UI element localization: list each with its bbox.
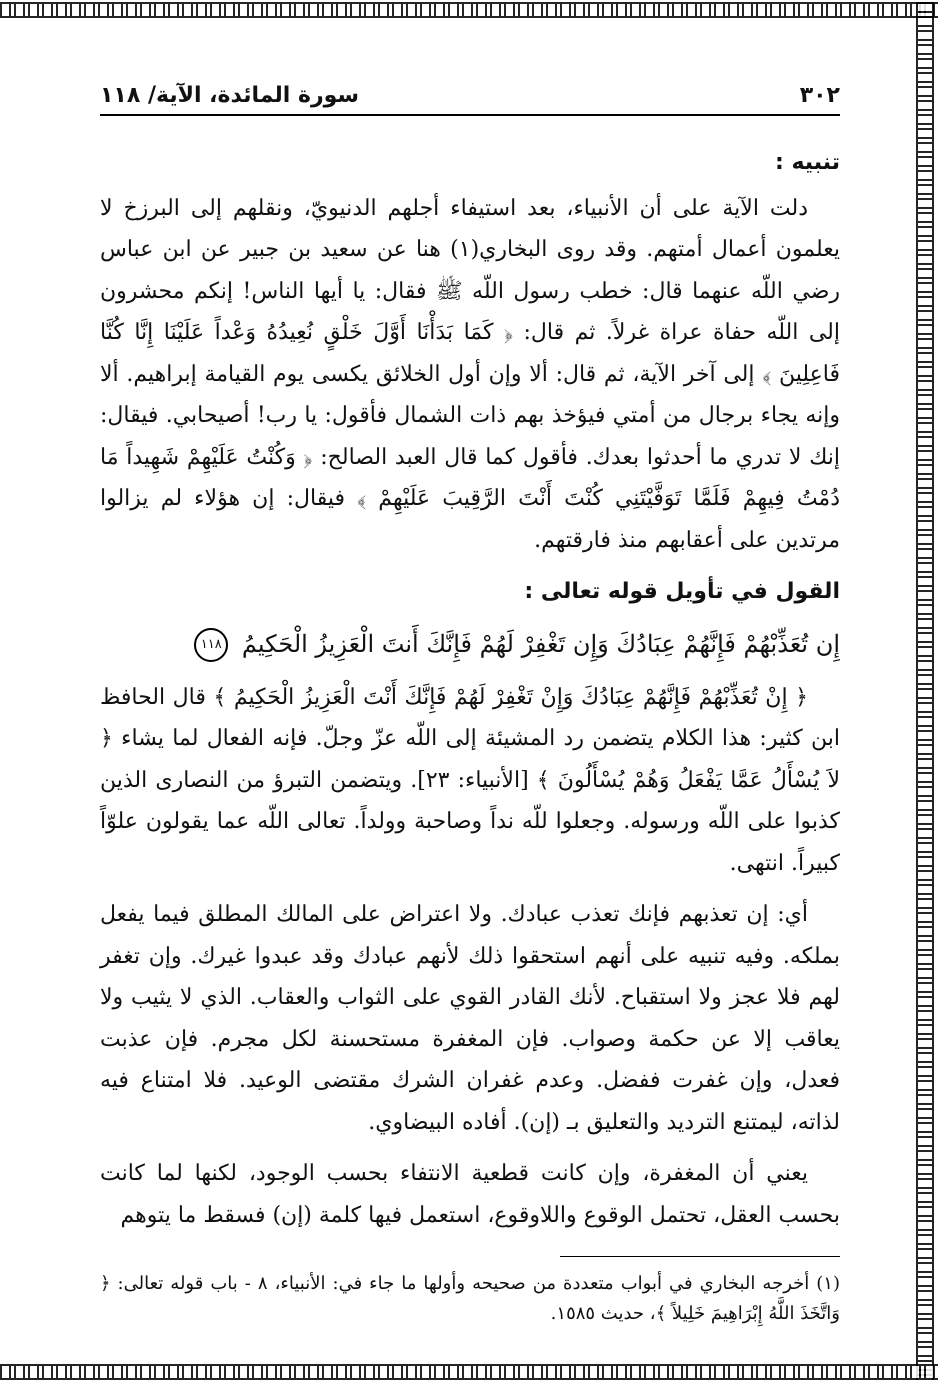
ayah-number-marker: ١١٨ bbox=[194, 628, 228, 662]
running-title: سورة المائدة، الآية/ ١١٨ bbox=[100, 83, 360, 108]
footnote-divider bbox=[560, 1256, 840, 1257]
decorative-border-right bbox=[916, 2, 934, 1380]
page bbox=[100, 60, 840, 1329]
decorative-border-top bbox=[0, 2, 938, 18]
page-content bbox=[100, 142, 840, 1329]
page-number: ٣٠٢ bbox=[799, 83, 840, 108]
baydawi-paragraph: أي: إن تعذبهم فإنك تعذب عبادك. ولا اعتراض على المالك المطلق فيما يفعل بملكه. وفيه تنبيه على أنهم استحقوا ذلك لأنهم عبادك وقد عبدوا غيرك. وإن تغفر لهم فلا عجز ولا استقباح. لأنك القادر القوي على الثواب والعقاب. الذي لا يثيب ولا يعاقب إلا عن حكمة وصواب. فإن المغفرة مستحسنة لكل مجرم. فإن عذبت فعدل، وإن غفرت ففضل. وعدم غفران الشرك مقتضى الوعيد. فلا امتناع فيه لذاته، ليمتنع الترديد والتعليق بـ (إن). أفاده البيضاوي. bbox=[100, 902, 840, 1135]
decorative-border-bottom bbox=[0, 1364, 938, 1380]
tafsir-heading: القول في تأويل قوله تعالى : bbox=[524, 579, 840, 604]
footnote: (١) أخرجه البخاري في أبواب متعددة من صحيحه وأولها ما جاء في: الأنبياء، ٨ - باب قوله تعالى: ﴿ وَاتَّخَذَ اللَّهُ إِبْرَاهِيمَ خَلِيلاً ﴾، حديث ١٥٨٥. bbox=[100, 1273, 840, 1324]
verse-text: إِن تُعَذِّبْهُمْ فَإِنَّهُمْ عِبَادُكَ وَإِن تَغْفِرْ لَهُمْ فَإِنَّكَ أَنتَ الْعَزِيزُ الْحَكِيمُ bbox=[241, 629, 840, 658]
tanbih-paragraph: دلت الآية على أن الأنبياء، بعد استيفاء أجلهم الدنيويّ، ونقلهم إلى البرزخ لا يعلمون أعمال أمتهم. وقد روى البخاري(١) هنا عن سعيد بن جبير عن ابن عباس رضي اللّه عنهما قال: خطب رسول اللّه ﷺ فقال: يا أيها الناس! إنكم محشرون إلى اللّه حفاة عراة غرلاً. ثم قال: ﴿ كَمَا بَدَأْنَا أَوَّلَ خَلْقٍ نُعِيدُهُ وَعْداً عَلَيْنَا إِنَّا كُنَّا فَاعِلِينَ ﴾ إلى آخر الآية، ثم قال: ألا وإن أول الخلائق يكسى يوم القيامة إبراهيم. ألا وإنه يجاء برجال من أمتي فيؤخذ بهم ذات الشمال فأقول: يا رب! أصيحابي. فيقال: إنك لا تدري ما أحدثوا بعدك. فأقول كما قال العبد الصالح: ﴿ وَكُنْتُ عَلَيْهِمْ شَهِيداً مَا دُمْتُ فِيهِمْ فَلَمَّا تَوَفَّيْتَنِي كُنْتَ أَنْتَ الرَّقِيبَ عَلَيْهِمْ ﴾ فيقال: إن هؤلاء لم يزالوا مرتدين على أعقابهم منذ فارقتهم. bbox=[100, 195, 841, 553]
ibn-kathir-paragraph: ﴿ إِنْ تُعَذِّبْهُمْ فَإِنَّهُمْ عِبَادُكَ وَإِنْ تَغْفِرْ لَهُمْ فَإِنَّكَ أَنْتَ الْعَزِيزُ الْحَكِيمُ ﴾ قال الحافظ ابن كثير: هذا الكلام يتضمن رد المشيئة إلى اللّه عزّ وجلّ. فإنه الفعال لما يشاء ﴿ لاَ يُسْأَلُ عَمَّا يَفْعَلُ وَهُمْ يُسْأَلُونَ ﴾ [الأنبياء: ٢٣]. ويتضمن التبرؤ من النصارى الذين كذبوا على اللّه ورسوله. وجعلوا للّه نداً وصاحبة وولداً. تعالى اللّه عما يقولون علوّاً كبيراً. انتهى. bbox=[100, 684, 841, 876]
final-paragraph: يعني أن المغفرة، وإن كانت قطعية الانتفاء بحسب الوجود، لكنها لما كانت بحسب العقل، تحتمل الوقوع واللاوقوع، استعمل فيها كلمة (إن) فسقط ما يتوهم bbox=[100, 1161, 840, 1228]
tanbih-heading: تنبيه : bbox=[774, 150, 840, 175]
quran-verse bbox=[100, 619, 840, 669]
page-header bbox=[100, 60, 840, 116]
